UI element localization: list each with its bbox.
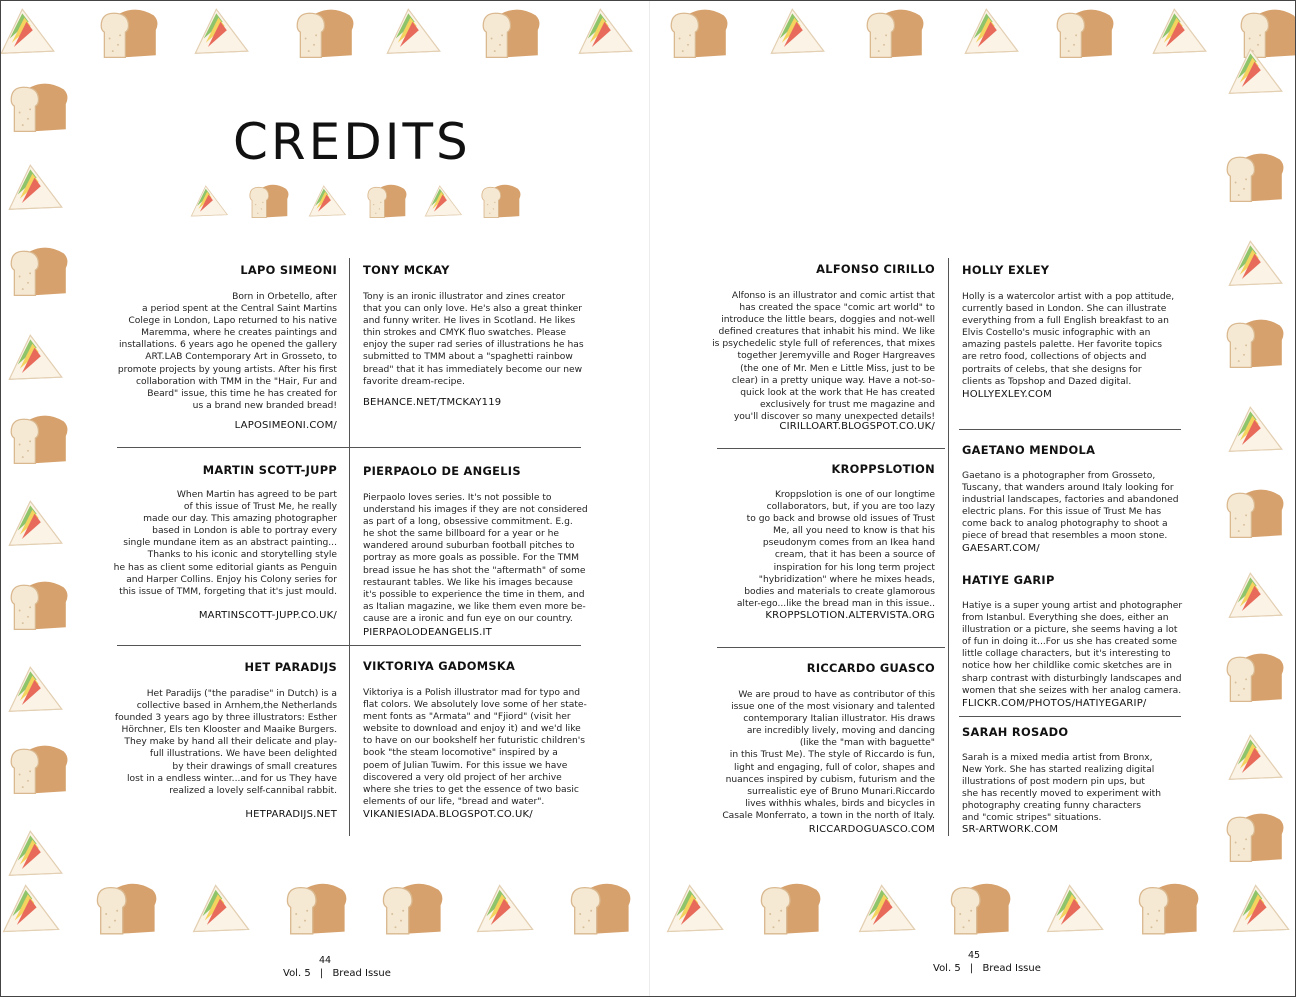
bread-loaf-icon <box>1223 487 1286 540</box>
credit-bio-gaetano-mendola: Gaetano is a photographer from Grosseto, Tuscany, that wanders around Italy looking for industrial landscapes, factories and abandoned electric plans. For this issue of Trust Me has come back to analog photography to shoot a piece of bread that resembles a moon stone. <box>962 471 1179 542</box>
row-divider <box>117 447 581 448</box>
sandwich-icon <box>421 183 464 219</box>
bread-loaf-icon <box>7 245 70 298</box>
credit-link-tony-mckay[interactable]: BEHANCE.NET/TMCKAY119 <box>363 397 502 408</box>
sandwich-icon <box>471 881 537 936</box>
credit-name-martin-scott-jupp: MARTIN SCOTT-JUPP <box>202 463 337 477</box>
credit-bio-pierpaolo-de-angelis: Pierpaolo loves series. It's not possible to understand his images if they are not considered as part of a long, obsessive commitment. E.g. he shot the same billboard for a year or he wandered around suburban football pitches to portray as more goals as possible. For the TMM bread issue he has shot the "aftermath" of some restaurant tables. We like his images because it's possible to experience the time in them, and as Italian magazine, we like them even more be- cause are a ironic and fun eye on our country. <box>363 493 588 624</box>
credit-bio-viktoriya-gadomska: Viktoriya is a Polish illustrator mad for typo and flat colors. We absolutely love some of her state- ment fonts as "Armata" and "Fjiord" (visit her website to download and enjoy it) and we'd like to have on our bookshelf her futuristic children's book "the steam locomotive" inspired by a poem of Julian Tuwim. For this issue we have discovered a very old project of her archive where she tries to get the essence of two basic elements of our life, "bread and water". <box>363 688 587 807</box>
bread-loaf-icon <box>365 183 408 219</box>
credit-link-viktoriya-gadomska[interactable]: VIKANIESIADA.BLOGSPOT.CO.UK/ <box>363 809 533 820</box>
credit-link-lapo-simeoni[interactable]: LAPOSIMEONI.COM/ <box>234 420 337 431</box>
bread-loaf-icon <box>7 413 70 466</box>
sandwich-icon <box>1147 5 1210 58</box>
row-divider <box>117 645 581 646</box>
credit-bio-hatiye-garip: Hatiye is a super young artist and photographer from Istanbul. Everything she does, either an illustration or a picture, she seems having a lot of fun in doing it...For us she has created some little collage characters, but it's interesting to notice how her childlike comic sketches are in sharp contrast with disturbingly landscapes and women that she seizes with her analog camera. <box>962 601 1183 696</box>
bread-loaf-icon <box>567 881 633 936</box>
credit-name-holly-exley: HOLLY EXLEY <box>962 263 1050 277</box>
credit-link-gaetano-mendola[interactable]: GAESART.COM/ <box>962 543 1040 554</box>
bread-loaf-icon <box>97 7 160 60</box>
sandwich-icon <box>0 881 63 936</box>
credit-name-sarah-rosado: SARAH ROSADO <box>962 725 1069 739</box>
credit-name-gaetano-mendola: GAETANO MENDOLA <box>962 443 1096 457</box>
bread-loaf-icon <box>7 743 70 796</box>
sandwich-icon <box>305 183 348 219</box>
sandwich-icon <box>3 331 66 384</box>
bread-loaf-icon <box>379 881 445 936</box>
bread-loaf-icon <box>1135 881 1201 936</box>
credit-bio-kroppslotion: Kroppslotion is one of our longtime collaborators, but, if you are too lazy to go back and browse old issues of Trust Me, all you need to know is that his pseudonym comes from an Ikea hand cream, that it has been a source of inspiration for his long term project "hybridization" where he mixes heads, bodies and materials to create glamorous alter-ego...like the bread man in this issue.. <box>736 490 935 609</box>
sandwich-icon <box>187 183 230 219</box>
credit-link-sarah-rosado[interactable]: SR-ARTWORK.COM <box>962 824 1059 835</box>
credit-bio-lapo-simeoni: Born in Orbetello, after a period spent at the Central Saint Martins Colege in London, Lapo returned to his native Maremma, where he creates paintings and installations. 6 years ago he opened the gallery ART.LAB Contemporary Art in Grosseto, to promote projects by young artists. After his first collaboration with TMM in the "Hair, Fur and Beard" issue, this time he has created for us a brand new branded bread! <box>117 292 337 411</box>
sandwich-icon <box>1223 237 1286 290</box>
footer-issue: Bread Issue <box>332 968 391 979</box>
bread-loaf-icon <box>1223 811 1286 864</box>
bread-loaf-icon <box>283 881 349 936</box>
sandwich-icon <box>0 5 58 58</box>
bread-loaf-icon <box>1223 317 1286 370</box>
sandwich-icon <box>1227 881 1293 936</box>
credit-link-riccardo-guasco[interactable]: RICCARDOGUASCO.COM <box>808 824 935 835</box>
bread-loaf-icon <box>247 183 290 219</box>
row-divider <box>959 429 1181 430</box>
sandwich-icon <box>381 5 444 58</box>
footer-volume: Vol. 5 <box>933 963 961 974</box>
row-divider <box>717 647 945 648</box>
bread-loaf-icon <box>947 881 1013 936</box>
bread-loaf-icon <box>1223 651 1286 704</box>
bread-loaf-icon <box>667 7 730 60</box>
sandwich-icon <box>765 5 828 58</box>
sandwich-icon <box>853 881 919 936</box>
footer-volume: Vol. 5 <box>283 968 311 979</box>
credit-name-lapo-simeoni: LAPO SIMEONI <box>240 263 337 277</box>
sandwich-icon <box>1223 45 1286 98</box>
bread-loaf-icon <box>863 7 926 60</box>
credit-bio-riccardo-guasco: We are proud to have as contributor of this issue one of the most visionary and talented contemporary Italian illustrator. His draws are incredibly lively, moving and dancing (like the "man with baguette" in this Trust Me). The style of Riccardo is fun, light and engaging, full of color, shapes and nuances inspired by cubism, futurism and the surrealistic eye of Bruno Munari.Riccardo lives withhis whales, birds and bicycles in Casale Monferrato, a town in the north of Italy. <box>722 690 935 821</box>
credit-name-het-paradijs: HET PARADIJS <box>244 660 337 674</box>
credit-link-holly-exley[interactable]: HOLLYEXLEY.COM <box>962 389 1052 400</box>
credit-link-alfonso-cirillo[interactable]: CIRILLOART.BLOGSPOT.CO.UK/ <box>779 421 935 432</box>
credit-name-riccardo-guasco: RICCARDO GUASCO <box>806 661 935 675</box>
row-divider <box>717 448 945 449</box>
row-divider <box>959 716 1181 717</box>
sandwich-icon <box>959 5 1022 58</box>
sandwich-icon <box>1223 403 1286 456</box>
credit-bio-het-paradijs: Het Paradijs ("the paradise" in Dutch) is a collective based in Arnhem,the Netherlands founded 3 years ago by three illustrators: Esther Hörchner, Els ten Klooster and Maaike Burgers. They make by hand all their delicate and play- full illustrations. We have been delighted by their drawings of small creatures lost in a endless winter...and for us They have realized a lovely self-cannibal rabbit. <box>114 689 337 796</box>
bread-loaf-icon <box>293 7 356 60</box>
credit-bio-tony-mckay: Tony is an ironic illustrator and zines creator that you can only love. He's also a great thinker and funny writer. He lives in Scotland. He likes thin strokes and CMYK fluo swatches. Please enjoy the super rad series of illustrations he has submitted to TMM about a "spaghetti rainbow bread" that it has immediately become our new favorite dream-recipe. <box>363 292 584 387</box>
sandwich-icon <box>661 881 727 936</box>
credit-link-het-paradijs[interactable]: HETPARADIJS.NET <box>245 809 337 820</box>
bread-loaf-icon <box>479 183 522 219</box>
bread-loaf-icon <box>479 7 542 60</box>
credit-bio-martin-scott-jupp: When Martin has agreed to be part of this issue of Trust Me, he really made our day. This amazing photographer based in London is able to portray every single mundane item as an abstract painting... Thanks to his iconic and storytelling style he has as client some editorial giants as Penguin and Harper Collins. Enjoy his Colony series for this issue of TMM, forgeting that it's just mould. <box>113 490 337 597</box>
column-divider <box>948 258 949 836</box>
bread-loaf-icon <box>7 579 70 632</box>
credit-name-alfonso-cirillo: ALFONSO CIRILLO <box>816 262 935 276</box>
footer-issue: Bread Issue <box>982 963 1041 974</box>
sandwich-icon <box>573 5 636 58</box>
footer-separator: | <box>319 968 324 979</box>
credit-link-kroppslotion[interactable]: KROPPSLOTION.ALTERVISTA.ORG <box>765 610 935 621</box>
credit-name-viktoriya-gadomska: VIKTORIYA GADOMSKA <box>363 659 516 673</box>
bread-loaf-icon <box>757 881 823 936</box>
page-title: CREDITS <box>233 113 471 171</box>
sandwich-icon <box>1223 731 1286 784</box>
sandwich-icon <box>3 497 66 550</box>
credit-link-hatiye-garip[interactable]: FLICKR.COM/PHOTOS/HATIYEGARIP/ <box>962 698 1147 709</box>
sandwich-icon <box>1041 881 1107 936</box>
bread-loaf-icon <box>7 81 70 134</box>
column-divider <box>349 258 350 836</box>
footer-right <box>933 963 1041 974</box>
page-number-left: 44 <box>319 955 332 966</box>
credit-name-tony-mckay: TONY MCKAY <box>363 263 450 277</box>
footer-left <box>283 968 391 979</box>
bread-loaf-icon <box>93 881 159 936</box>
sandwich-icon <box>3 827 66 880</box>
credit-link-pierpaolo-de-angelis[interactable]: PIERPAOLODEANGELIS.IT <box>363 627 492 638</box>
sandwich-icon <box>189 5 252 58</box>
bread-loaf-icon <box>1223 151 1286 204</box>
credit-name-hatiye-garip: HATIYE GARIP <box>962 573 1055 587</box>
credit-bio-holly-exley: Holly is a watercolor artist with a pop attitude, currently based in London. She can illustrate everything from a full English breakfast to an Elvis Costello's music infographic with an amazing pastels palette. Her favorite topics are retro food, collections of objects and portraits of celebs, that she designs for clients as Topshop and Dazed digital. <box>962 292 1175 387</box>
page-gutter <box>649 1 650 997</box>
sandwich-icon <box>1223 569 1286 622</box>
credit-name-kroppslotion: KROPPSLOTION <box>831 462 935 476</box>
bread-loaf-icon <box>1053 7 1116 60</box>
page-number-right: 45 <box>968 950 981 961</box>
credit-bio-alfonso-cirillo: Alfonso is an illustrator and comic artist that has created the space "comic art world" to introduce the little bears, doggies and not-well defined creatures that inhabit his mind. We like is psychedelic style full of references, that mixes together Jeremyville and Roger Hargreaves (the one of Mr. Men e Little Miss, just to be clear) in a pretty unique way. Have a not-so- quick look at the work that He has created exclusively for trust me magazine and you'll discover so many unexpected details! <box>712 291 935 422</box>
credit-name-pierpaolo-de-angelis: PIERPAOLO DE ANGELIS <box>363 464 521 478</box>
credit-link-martin-scott-jupp[interactable]: MARTINSCOTT-JUPP.CO.UK/ <box>198 610 337 621</box>
sandwich-icon <box>187 881 253 936</box>
credit-bio-sarah-rosado: Sarah is a mixed media artist from Bronx, New York. She has started realizing digital illustrations of post modern pin ups, but she has recently moved to experiment with photography creating funny characters and "comic stripes" situations. <box>962 753 1161 824</box>
footer-separator: | <box>969 963 974 974</box>
sandwich-icon <box>3 161 66 214</box>
sandwich-icon <box>3 663 66 716</box>
